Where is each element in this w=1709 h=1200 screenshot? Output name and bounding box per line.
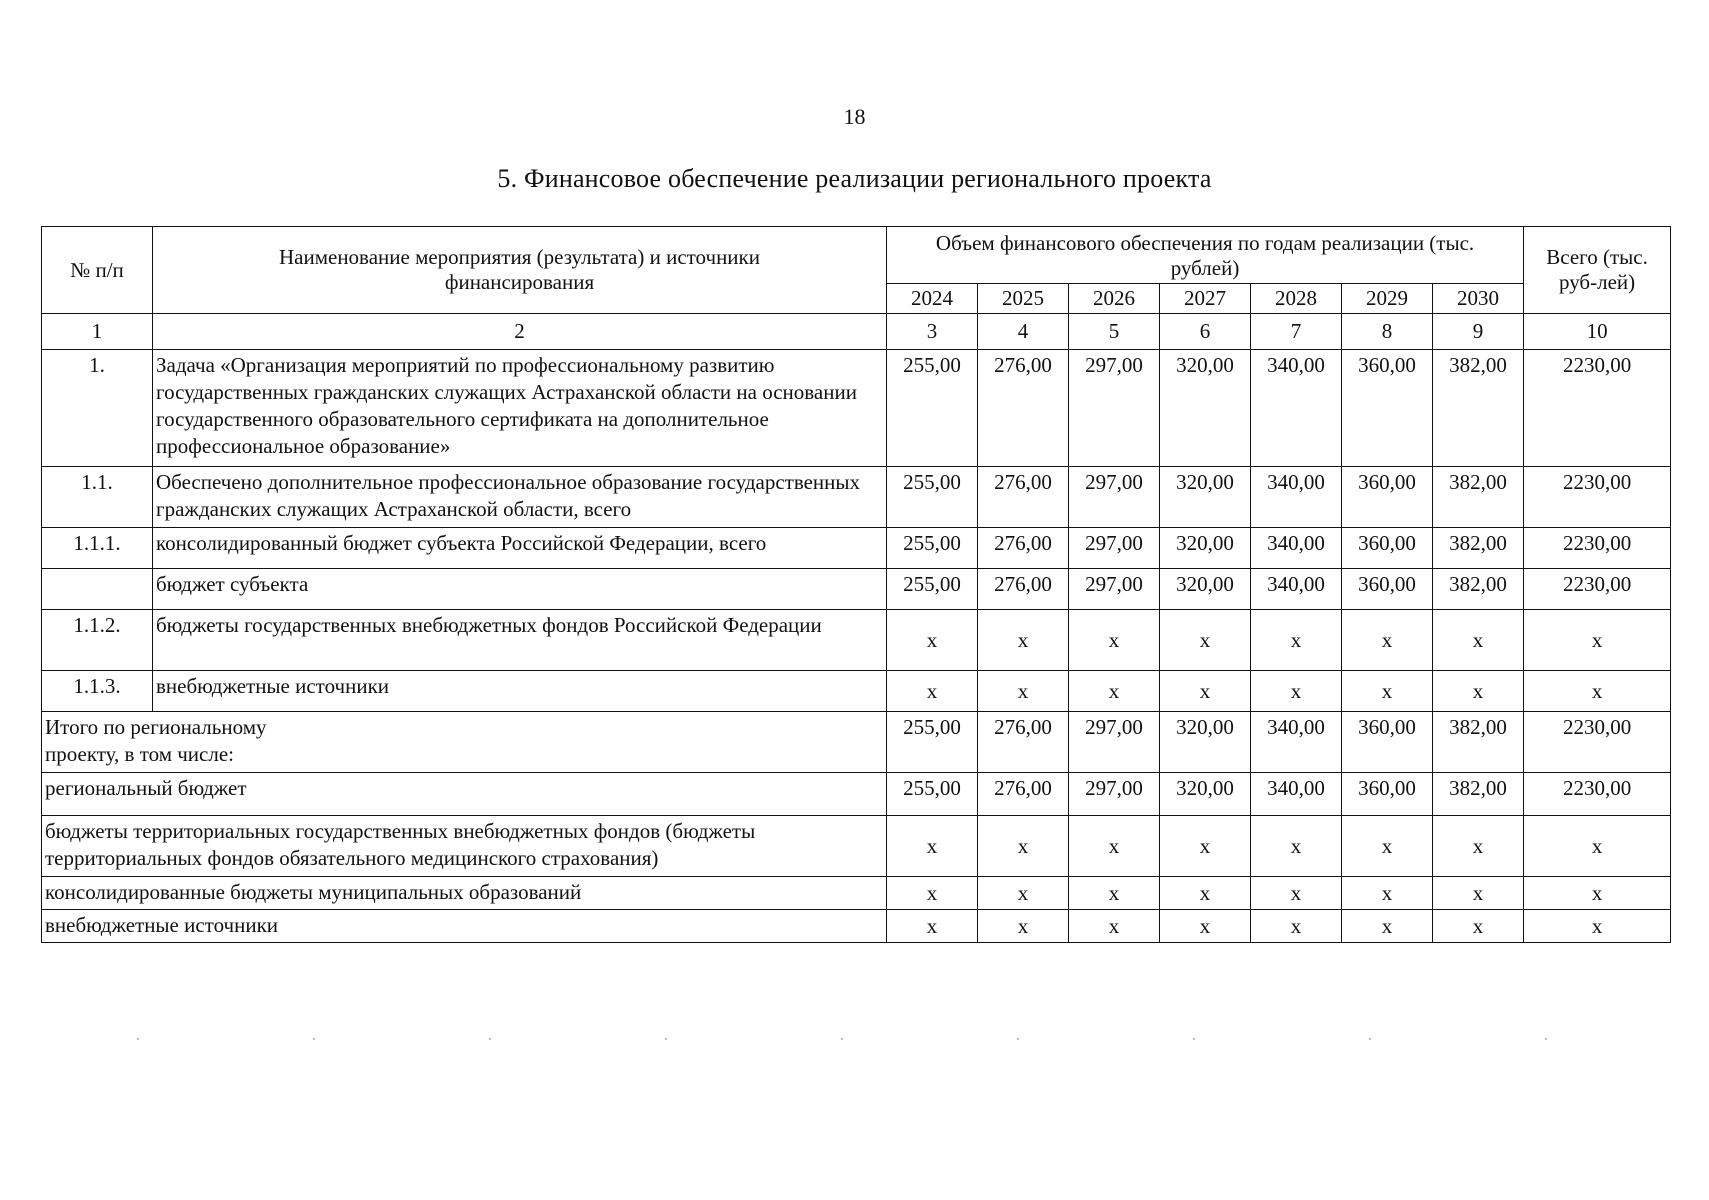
value-cell: 320,00: [1160, 528, 1251, 569]
header-year: 2026: [1069, 284, 1160, 314]
header-total: Всего (тыс. руб-лей): [1524, 227, 1671, 314]
total-cell: 2230,00: [1524, 350, 1671, 467]
value-cell: 276,00: [978, 350, 1069, 467]
value-cell: x: [1160, 671, 1251, 712]
value-cell: 320,00: [1160, 712, 1251, 773]
column-numbers-row: [42, 314, 1671, 350]
value-cell: x: [887, 610, 978, 671]
page-number: 18: [843, 104, 866, 129]
row-number: 1.1.2.: [42, 610, 153, 671]
value-cell: 297,00: [1069, 528, 1160, 569]
column-number: 2: [153, 314, 887, 350]
row-number: 1.1.1.: [42, 528, 153, 569]
value-cell: 360,00: [1342, 712, 1433, 773]
value-cell: 360,00: [1342, 467, 1433, 528]
value-cell: 297,00: [1069, 773, 1160, 816]
table-row: [42, 569, 1671, 610]
scan-artifact-dots: [50, 1038, 1650, 1040]
value-cell: 340,00: [1251, 467, 1342, 528]
value-cell: 276,00: [978, 773, 1069, 816]
total-cell: x: [1524, 610, 1671, 671]
row-name: консолидированный бюджет субъекта Российской Федерации, всего: [153, 528, 887, 569]
value-cell: 255,00: [887, 467, 978, 528]
column-number: 5: [1069, 314, 1160, 350]
value-cell: x: [1160, 610, 1251, 671]
value-cell: 360,00: [1342, 773, 1433, 816]
header-year: 2024: [887, 284, 978, 314]
value-cell: x: [1342, 816, 1433, 877]
value-cell: 382,00: [1433, 467, 1524, 528]
value-cell: 255,00: [887, 712, 978, 773]
header-year: 2025: [978, 284, 1069, 314]
value-cell: x: [1433, 610, 1524, 671]
value-cell: 382,00: [1433, 773, 1524, 816]
total-cell: x: [1524, 910, 1671, 943]
value-cell: x: [1069, 816, 1160, 877]
value-cell: x: [1160, 816, 1251, 877]
section-title: 5. Финансовое обеспечение реализации регионального проекта: [497, 164, 1212, 193]
value-cell: 382,00: [1433, 569, 1524, 610]
summary-row: [42, 773, 1671, 816]
value-cell: 320,00: [1160, 569, 1251, 610]
value-cell: x: [1433, 816, 1524, 877]
value-cell: 297,00: [1069, 712, 1160, 773]
value-cell: x: [1342, 910, 1433, 943]
column-number: 8: [1342, 314, 1433, 350]
value-cell: x: [978, 910, 1069, 943]
value-cell: x: [887, 910, 978, 943]
row-name: Задача «Организация мероприятий по профессиональному развитию государственных гражданских служащих Астраханской области на основании государственного образовательного сертификата на дополнительное профессиональное образование»: [153, 350, 887, 467]
summary-row: [42, 712, 1671, 773]
value-cell: 382,00: [1433, 528, 1524, 569]
value-cell: 297,00: [1069, 350, 1160, 467]
row-number: 1.: [42, 350, 153, 467]
value-cell: 320,00: [1160, 773, 1251, 816]
value-cell: 360,00: [1342, 350, 1433, 467]
header-volume: Объем финансового обеспечения по годам реализации (тыс. рублей): [887, 227, 1524, 284]
value-cell: x: [1251, 877, 1342, 910]
value-cell: x: [1433, 877, 1524, 910]
total-cell: 2230,00: [1524, 712, 1671, 773]
value-cell: 360,00: [1342, 528, 1433, 569]
table-row: [42, 528, 1671, 569]
value-cell: 297,00: [1069, 569, 1160, 610]
value-cell: x: [1342, 877, 1433, 910]
total-cell: 2230,00: [1524, 773, 1671, 816]
value-cell: x: [1251, 610, 1342, 671]
table-row: [42, 610, 1671, 671]
table-row: [42, 671, 1671, 712]
summary-name: бюджеты территориальных государственных внебюджетных фондов (бюджеты территориальных фондов обязательного медицинского страхования): [42, 816, 887, 877]
total-cell: 2230,00: [1524, 569, 1671, 610]
row-number: [42, 569, 153, 610]
value-cell: x: [978, 610, 1069, 671]
value-cell: 255,00: [887, 569, 978, 610]
value-cell: x: [1251, 910, 1342, 943]
summary-name: Итого по региональному проекту, в том числе:: [42, 712, 887, 773]
value-cell: x: [1251, 671, 1342, 712]
value-cell: x: [1069, 671, 1160, 712]
value-cell: x: [978, 671, 1069, 712]
value-cell: 255,00: [887, 350, 978, 467]
value-cell: 320,00: [1160, 467, 1251, 528]
value-cell: x: [1069, 610, 1160, 671]
value-cell: x: [887, 877, 978, 910]
value-cell: 382,00: [1433, 350, 1524, 467]
total-cell: 2230,00: [1524, 528, 1671, 569]
header-year: 2029: [1342, 284, 1433, 314]
value-cell: 340,00: [1251, 528, 1342, 569]
column-number: 6: [1160, 314, 1251, 350]
summary-name: консолидированные бюджеты муниципальных образований: [42, 877, 887, 910]
value-cell: 276,00: [978, 467, 1069, 528]
table-row: [42, 350, 1671, 467]
summary-row: [42, 910, 1671, 943]
value-cell: x: [1160, 910, 1251, 943]
value-cell: x: [1160, 877, 1251, 910]
summary-row: [42, 816, 1671, 877]
row-number: 1.1.3.: [42, 671, 153, 712]
value-cell: x: [1069, 910, 1160, 943]
value-cell: 276,00: [978, 569, 1069, 610]
value-cell: 340,00: [1251, 569, 1342, 610]
row-number: 1.1.: [42, 467, 153, 528]
value-cell: 382,00: [1433, 712, 1524, 773]
value-cell: 255,00: [887, 528, 978, 569]
summary-name: региональный бюджет: [42, 773, 887, 816]
column-number: 3: [887, 314, 978, 350]
value-cell: x: [1433, 671, 1524, 712]
value-cell: 320,00: [1160, 350, 1251, 467]
value-cell: x: [978, 877, 1069, 910]
column-number: 4: [978, 314, 1069, 350]
value-cell: 297,00: [1069, 467, 1160, 528]
total-cell: x: [1524, 816, 1671, 877]
value-cell: 360,00: [1342, 569, 1433, 610]
row-name: бюджет субъекта: [153, 569, 887, 610]
column-number: 7: [1251, 314, 1342, 350]
summary-name: внебюджетные источники: [42, 910, 887, 943]
total-cell: x: [1524, 671, 1671, 712]
row-name: бюджеты государственных внебюджетных фондов Российской Федерации: [153, 610, 887, 671]
header-row: [42, 227, 1671, 284]
header-year: 2027: [1160, 284, 1251, 314]
table-row: [42, 467, 1671, 528]
value-cell: 276,00: [978, 712, 1069, 773]
total-cell: 2230,00: [1524, 467, 1671, 528]
header-name: Наименование мероприятия (результата) и источники финансирования: [153, 227, 887, 314]
header-year: 2030: [1433, 284, 1524, 314]
column-number: 9: [1433, 314, 1524, 350]
financing-table: [41, 226, 1671, 943]
total-cell: x: [1524, 877, 1671, 910]
row-name: внебюджетные источники: [153, 671, 887, 712]
row-name: Обеспечено дополнительное профессиональное образование государственных гражданских служащих Астраханской области, всего: [153, 467, 887, 528]
value-cell: x: [1342, 671, 1433, 712]
value-cell: x: [978, 816, 1069, 877]
header-num: № п/п: [42, 227, 153, 314]
value-cell: x: [1069, 877, 1160, 910]
value-cell: x: [1342, 610, 1433, 671]
summary-row: [42, 877, 1671, 910]
value-cell: 340,00: [1251, 773, 1342, 816]
value-cell: x: [1433, 910, 1524, 943]
value-cell: 340,00: [1251, 350, 1342, 467]
value-cell: x: [887, 816, 978, 877]
column-number: 10: [1524, 314, 1671, 350]
value-cell: 255,00: [887, 773, 978, 816]
value-cell: 340,00: [1251, 712, 1342, 773]
column-number: 1: [42, 314, 153, 350]
value-cell: x: [1251, 816, 1342, 877]
value-cell: 276,00: [978, 528, 1069, 569]
value-cell: x: [887, 671, 978, 712]
header-year: 2028: [1251, 284, 1342, 314]
